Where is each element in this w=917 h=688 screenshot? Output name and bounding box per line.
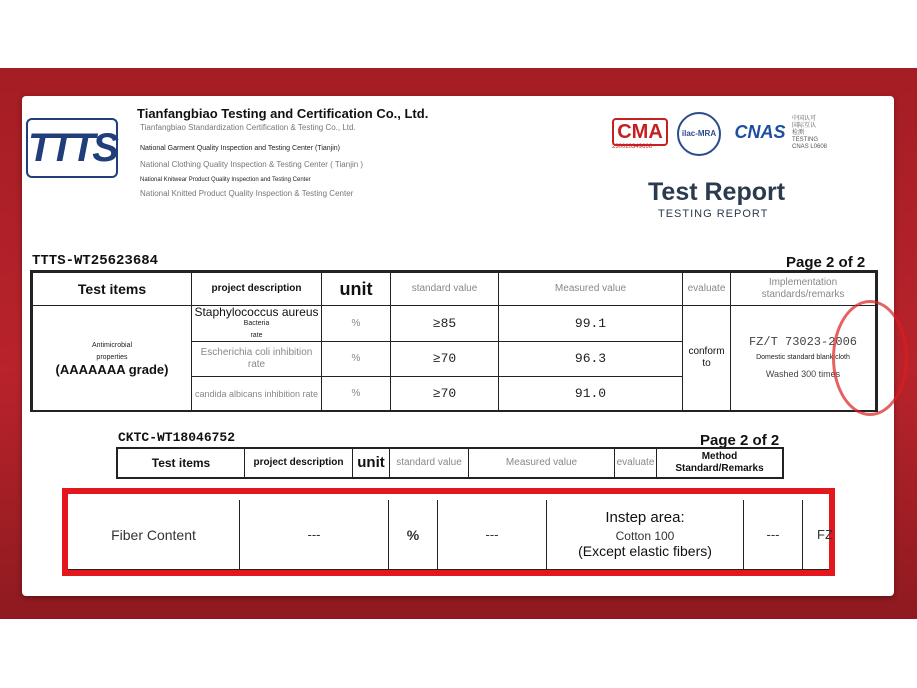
header-unit: unit: [321, 272, 391, 306]
row1-unit: %: [321, 305, 391, 342]
company-line: National Garment Quality Inspection and Testing Center (Tianjin): [140, 145, 340, 152]
row2-measured: 96.3: [498, 341, 683, 377]
standard-line: Washed 300 times: [765, 369, 841, 379]
cnas-sub-line: 检测: [792, 130, 805, 136]
header-implementation-standards: Implementation standards/remarks: [730, 272, 876, 306]
row1-description: [191, 305, 322, 342]
fiber-content-standard-code: FZ: [802, 500, 829, 570]
header-measured-value: Measured value: [498, 272, 683, 306]
ttts-logo: TTTS: [26, 118, 118, 178]
header-measured-value: Measured value: [468, 448, 615, 478]
company-line: National Knitwear Product Quality Inspection and Testing Center: [140, 177, 311, 183]
cnas-sub-line: 国际互认: [792, 123, 817, 129]
cma-mark: CMA: [612, 118, 668, 146]
report1-number: TTTS-WT25623684: [32, 253, 159, 269]
measured-line: (Except elastic fibers): [578, 543, 712, 559]
row1-desc-text: Staphylococcus aureus: [194, 304, 319, 319]
row1-standard: ≥85: [390, 305, 499, 342]
row2-standard: ≥70: [390, 341, 499, 377]
header-test-items: Test items: [32, 272, 192, 306]
measured-line: Instep area:: [605, 509, 685, 526]
company-title: Tianfangbiao Testing and Certification Co., Ltd.: [137, 106, 429, 121]
header-unit: unit: [352, 448, 390, 478]
row3-unit: %: [321, 376, 391, 411]
cnas-sub-line: CNAS L0608: [792, 144, 828, 150]
fiber-content-table: [68, 500, 833, 570]
report2-table-header: [116, 447, 784, 479]
row1-desc-text: rate: [250, 331, 263, 339]
header-project-description: project description: [244, 448, 353, 478]
row1-measured: 99.1: [498, 305, 683, 342]
header-method-standard: Method Standard/Remarks: [656, 448, 783, 478]
measured-line: Cotton 100: [615, 529, 675, 543]
row2-description: Escherichia coli inhibition rate: [191, 341, 322, 377]
evaluate-conform: conform to: [682, 305, 731, 411]
report2-number: CKTC-WT18046752: [118, 430, 236, 445]
fiber-content-evaluate: ---: [743, 500, 803, 570]
header-standard-value: standard value: [389, 448, 469, 478]
header-evaluate: evaluate: [682, 272, 731, 306]
red-stamp-seal: [832, 300, 908, 416]
fiber-content-unit: %: [388, 500, 438, 570]
header-test-items: Test items: [117, 448, 245, 478]
standard-line: Domestic standard blank cloth: [756, 354, 850, 361]
row1-desc-text: Bacteria: [243, 319, 270, 327]
cma-number: 230020349666: [612, 144, 653, 150]
cnas-subtext: [792, 116, 832, 151]
fiber-content-item: Fiber Content: [68, 500, 240, 570]
report1-page-number: Page 2 of 2: [786, 254, 866, 271]
fiber-content-standard: ---: [437, 500, 547, 570]
report-subtitle: TESTING REPORT: [658, 208, 769, 220]
cnas-mark: CNAS: [734, 122, 786, 142]
item-line: Antimicrobial: [91, 342, 133, 349]
row3-description: candida albicans inhibition rate: [191, 376, 322, 411]
header-standard-value: standard value: [390, 272, 499, 306]
header-project-description: project description: [191, 272, 322, 306]
ilac-mark: ilac-MRA: [677, 112, 721, 156]
row3-standard: ≥70: [390, 376, 499, 411]
highlighted-fiber-content-row: [62, 488, 835, 576]
cnas-sub-line: 中国认可: [792, 116, 817, 122]
row2-unit: %: [321, 341, 391, 377]
company-line: National Clothing Quality Inspection & Testing Center ( Tianjin ): [140, 160, 364, 169]
cnas-sub-line: TESTING: [792, 137, 819, 143]
company-line: Tianfangbiao Standardization Certification & Testing Co., Ltd.: [140, 123, 356, 132]
standard-code: FZ/T 73023-2006: [748, 335, 858, 349]
item-line: properties: [96, 354, 128, 361]
fiber-content-measured: [546, 500, 744, 570]
row3-measured: 91.0: [498, 376, 683, 411]
item-grade: (AAAAAAA grade): [55, 362, 169, 377]
company-line: National Knitted Product Quality Inspection & Testing Center: [140, 189, 354, 198]
report-title: Test Report: [648, 178, 786, 206]
antimicrobial-item-cell: [32, 305, 192, 411]
report1-table: [30, 270, 878, 412]
header-evaluate: evaluate: [614, 448, 657, 478]
fiber-content-desc: ---: [239, 500, 389, 570]
report2-page-number: Page 2 of 2: [700, 432, 780, 449]
